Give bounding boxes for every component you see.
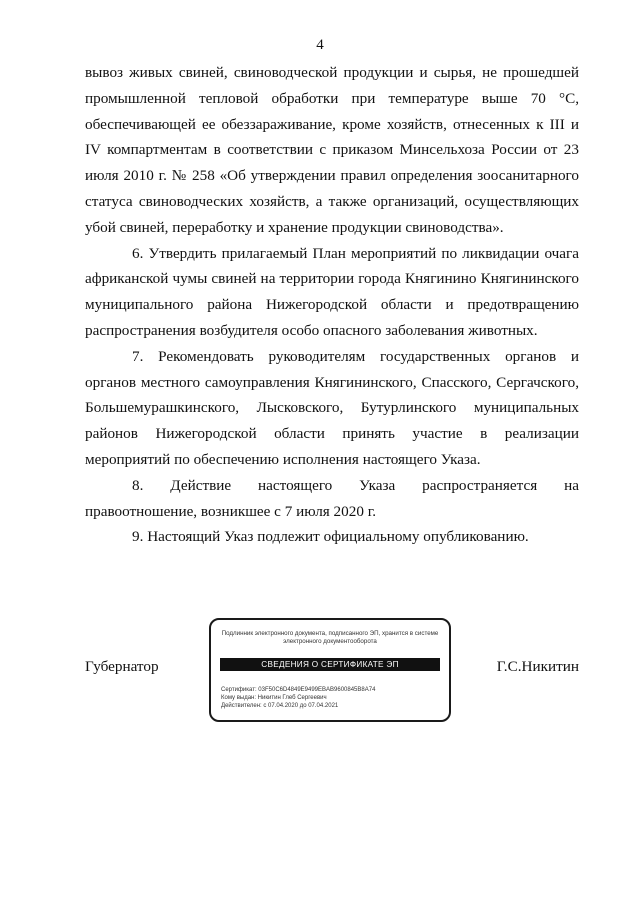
paragraph-continuation: вывоз живых свиней, свиноводческой продукции и сырья, не прошедшей промышленной тепловой обработки при температуре выше 70 °С, обеспечивающей ее обеззараживание, кроме хозяйств, отнесенных к III и IV компартментам в соответствии с приказом Минсельхоза России от 23 июля 2010 г. № 258 «Об утверждении правил определения зоосанитарного статуса свиноводческих хозяйств, а также организаций, осуществляющих убой свиней, переработку и хранение продукции свиноводства».: [85, 64, 579, 236]
stamp-details: [221, 686, 441, 711]
paragraph-8: 8. Действие настоящего Указа распространяется на правоотношение, возникшее с 7 июля 2020 г.: [85, 476, 579, 520]
stamp-intro-text: Подлинник электронного документа, подписанного ЭП, хранится в системе электронного документооборота: [221, 630, 439, 645]
signer-name: Г.С.Никитин: [496, 658, 579, 675]
signer-title: Губернатор: [85, 658, 159, 675]
certificate-owner: Кому выдан: Никитин Глеб Сергеевич: [221, 695, 327, 702]
paragraph-7: 7. Рекомендовать руководителям государственных органов и органов местного самоуправления Княгининского, Спасского, Сергачского, Большемурашкинского, Лысковского, Бутурлинского муниципальных районов Нижегородской области принять участие в реализации мероприятий по обеспечению исполнения настоящего Указа.: [85, 347, 579, 468]
stamp-header: СВЕДЕНИЯ О СЕРТИФИКАТЕ ЭП: [220, 658, 440, 671]
document-body: [85, 60, 579, 550]
electronic-signature-stamp: [209, 618, 451, 722]
paragraph-6: 6. Утвердить прилагаемый План мероприятий по ликвидации очага африканской чумы свиней на территории города Княгинино Княгининского муниципального района Нижегородской области и предотвращению распространения возбудителя особо опасного заболевания животных.: [85, 244, 579, 339]
certificate-serial: Сертификат: 03F50C6D4849E9499EBAB9600845B8A74: [221, 687, 376, 693]
page-number: 4: [316, 37, 324, 53]
certificate-validity: Действителен: с 07.04.2020 до 07.04.2021: [221, 703, 339, 710]
paragraph-9: 9. Настоящий Указ подлежит официальному опубликованию.: [132, 528, 529, 546]
